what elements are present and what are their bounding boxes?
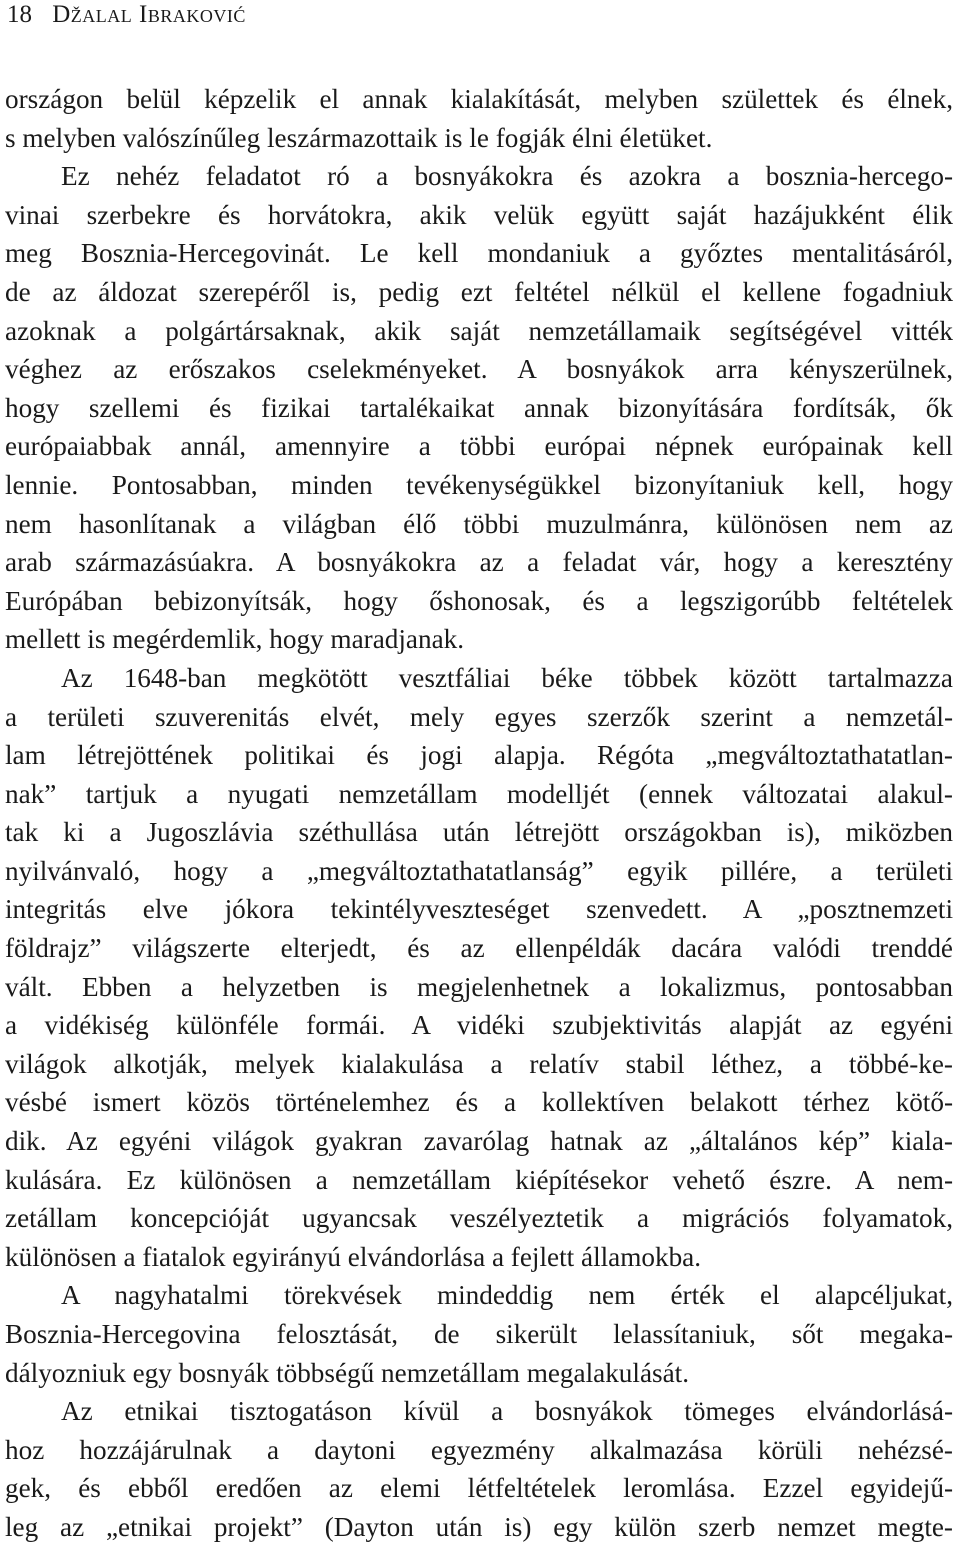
text-line: Európában bebizonyítsák, hogy őshonosak, és a legszigorúbb feltételek (5, 585, 953, 616)
text-line: országon belül képzelik el annak kialakítását, melyben születtek és élnek, (5, 84, 953, 114)
text-line: arab származásúakra. A bosnyákokra az a feladat vár, hogy a keresztény (5, 547, 953, 578)
page-number: 18 (7, 1, 32, 28)
text-line: a vidékiség különféle formái. A vidéki szubjektivitás alapját az egyéni (5, 1010, 953, 1041)
text-line: földrajz” világszerte elterjedt, és az ellenpéldák dacára valódi trenddé (5, 933, 953, 964)
text-line: A nagyhatalmi törekvések mindeddig nem érték el alapcéljukat, (61, 1280, 953, 1311)
text-line: lennie. Pontosabban, minden tevékenységükkel bizonyítaniuk kell, hogy (5, 469, 953, 500)
running-head (7, 0, 246, 30)
text-line: leg az „etnikai projekt” (Dayton után is) egy külön szerb nemzet megte- (5, 1511, 953, 1542)
text-line: azoknak a polgártársaknak, akik saját nemzetállamaik segítségével vitték (5, 315, 953, 346)
body-text (5, 80, 953, 1547)
running-head-author: Džalal Ibraković (52, 1, 246, 28)
text-line: kulására. Ez különösen a nemzetállam kiépítésekor vehető észre. A nem- (5, 1164, 953, 1195)
text-line: hogy szellemi és fizikai tartalékaikat annak bizonyítására fordítsák, ők (5, 392, 953, 423)
text-line: integritás elve jókora tekintélyveszteséget szenvedett. A „posztnemzeti (5, 894, 953, 925)
text-line: nyilvánvaló, hogy a „megváltoztathatatlanság” egyik pillére, a területi (5, 855, 953, 886)
text-line: véghez az erőszakos cselekményeket. A bosnyákok arra kényszerülnek, (5, 354, 953, 385)
text-line: gek, és ebből eredően az elemi létfeltételek leromlása. Ezzel egyidejű- (5, 1473, 953, 1504)
text-line: európaiabbak annál, amennyire a többi európai népnek európainak kell (5, 431, 953, 462)
text-line: mellett is megérdemlik, hogy maradjanak. (5, 624, 465, 655)
text-line: meg Bosznia-Hercegovinát. Le kell mondaniuk a győztes mentalitásáról, (5, 238, 953, 269)
paragraph (5, 659, 953, 1277)
text-line: nem hasonlítanak a világban élő többi muzulmánra, különösen nem az (5, 508, 953, 539)
paragraph (5, 157, 953, 659)
text-line: dályozniuk egy bosnyák többségű nemzetállam megalakulását. (5, 1357, 690, 1388)
text-line: világok alkotják, melyek kialakulása a relatív stabil léthez, a többé-ke- (5, 1048, 953, 1079)
paragraph (5, 1392, 953, 1546)
text-line: de az áldozat szerepéről is, pedig ezt feltétel nélkül el kellene fogadniuk (5, 276, 953, 307)
text-line: hoz hozzájárulnak a daytoni egyezmény alkalmazása körüli nehézsé- (5, 1434, 953, 1465)
text-line: lam létrejöttének politikai és jogi alapja. Régóta „megváltoztathatatlan- (5, 740, 953, 771)
text-line: vésbé ismert közös történelemhez és a kollektíven belakott térhez kötő- (5, 1087, 953, 1118)
text-line: vinai szerbekre és horvátokra, akik velük együtt saját hazájukként élik (5, 199, 953, 230)
text-line: nak” tartjuk a nyugati nemzetállam modelljét (ennek változatai alakul- (5, 778, 953, 809)
text-line: Ez nehéz feladatot ró a bosnyákokra és azokra a bosznia-hercego- (61, 161, 953, 192)
text-line: különösen a fiatalok egyirányú elvándorlása a fejlett államokba. (5, 1241, 702, 1272)
text-line: vált. Ebben a helyzetben is megjelenhetnek a lokalizmus, pontosabban (5, 971, 953, 1002)
text-line: zetállam koncepcióját ugyancsak veszélyeztetik a migrációs folyamatok, (5, 1203, 953, 1234)
text-line: a területi szuverenitás elvét, mely egyes szerzők szerint a nemzetál- (5, 701, 953, 732)
paragraph (5, 1276, 953, 1392)
text-line: Bosznia-Hercegovina felosztását, de sikerült lelassítaniuk, sőt megaka- (5, 1319, 953, 1349)
text-line: s melyben valószínűleg leszármazottaik is le fogják élni életüket. (5, 122, 713, 153)
text-line: tak ki a Jugoszlávia széthullása után létrejött országokban is), miközben (5, 817, 953, 848)
text-line: dik. Az egyéni világok gyakran zavarólag hatnak az „általános kép” kiala- (5, 1126, 953, 1157)
paragraph (5, 80, 953, 157)
text-line: Az 1648-ban megkötött vesztfáliai béke többek között tartalmazza (61, 662, 953, 693)
text-line: Az etnikai tisztogatáson kívül a bosnyákok tömeges elvándorlásá- (61, 1396, 953, 1427)
